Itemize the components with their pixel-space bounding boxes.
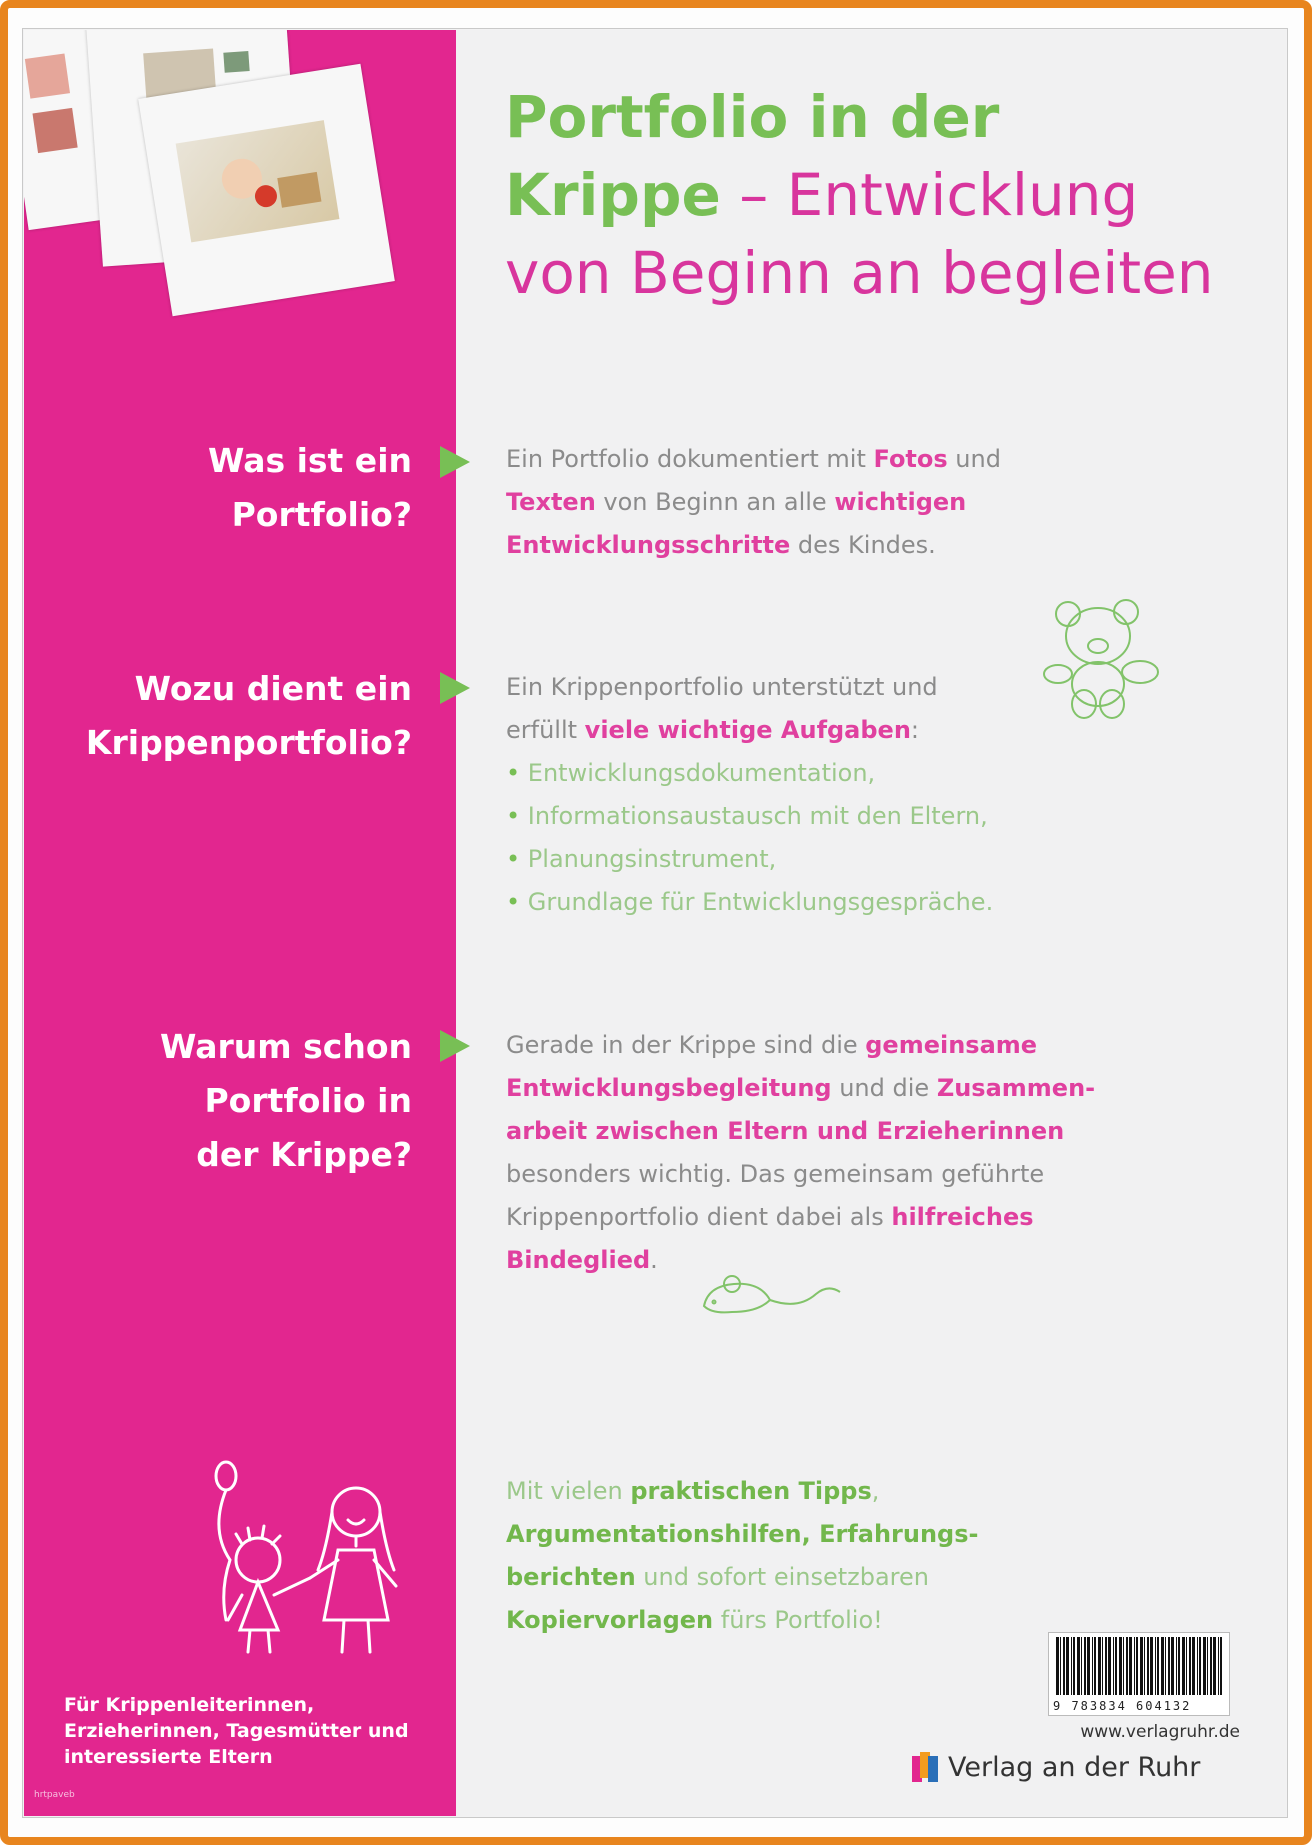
barcode-bar [1199, 1637, 1201, 1695]
highlight-text: gemeinsame Entwicklungsbegleitung [506, 1031, 1038, 1102]
barcode-bar [1113, 1637, 1114, 1695]
barcode-bar [1092, 1637, 1093, 1695]
highlight-text: praktischen Tipps [630, 1477, 872, 1505]
portfolio-sheets-collage [24, 30, 456, 320]
child-photo [32, 108, 77, 153]
barcode-bar [1081, 1637, 1082, 1695]
answer-2-colon: : [910, 716, 920, 744]
arrow-icon [440, 446, 470, 478]
barcode-bar [1220, 1637, 1222, 1695]
child-photo [223, 51, 249, 73]
barcode-bar [1192, 1637, 1195, 1695]
barcode-bar [1207, 1637, 1208, 1695]
barcode-bar [1066, 1637, 1069, 1695]
barcode-bar [1189, 1637, 1191, 1695]
list-item: • Informationsaustausch mit den Eltern, [506, 795, 1006, 838]
barcode-bar [1098, 1637, 1101, 1695]
answer-2-highlight: viele wichtige Aufgaben [584, 716, 911, 744]
barcode-bar [1157, 1637, 1159, 1695]
title-line2-bold: Krippe [505, 161, 721, 229]
question-1: Was ist ein Portfolio? [207, 441, 412, 534]
title-line1: Portfolio in der [505, 83, 1000, 151]
barcode [1048, 1632, 1230, 1716]
body-text: besonders wichtig. Das gemeinsam geführte Krippenportfolio dient dabei als [506, 1160, 1045, 1231]
list-item: • Grundlage für Entwicklungsgespräche. [506, 881, 1006, 924]
barcode-bar [1071, 1637, 1072, 1695]
barcode-bar [1134, 1637, 1135, 1695]
body-text: , [871, 1477, 880, 1505]
list-item: • Planungsinstrument, [506, 838, 1006, 881]
barcode-bar [1105, 1637, 1107, 1695]
barcode-bar [1084, 1637, 1086, 1695]
barcode-bar [1186, 1637, 1187, 1695]
barcode-bar [1203, 1637, 1206, 1695]
answer-1 [506, 438, 1086, 567]
highlight-text: Fotos [873, 445, 948, 473]
question-2: Wozu dient ein Krippenportfolio? [85, 669, 412, 762]
body-text: und [947, 445, 1001, 473]
barcode-bar [1210, 1637, 1212, 1695]
barcode-bar [1161, 1637, 1164, 1695]
isbn-number: 9 783834 604132 [1053, 1699, 1192, 1713]
highlight-text: wichtigen Entwicklungsschritte [506, 488, 967, 559]
title-line3: von Beginn an begleiten [505, 239, 1214, 307]
body-text: Gerade in der Krippe sind die [506, 1031, 866, 1059]
teddy-bear-icon [1040, 596, 1168, 720]
arrow-icon [440, 672, 470, 704]
barcode-bar [1140, 1637, 1143, 1695]
barcode-bar [1150, 1637, 1153, 1695]
barcode-bar [1182, 1637, 1185, 1695]
child-photo [25, 53, 70, 98]
title-line2-rest: – Entwicklung [720, 161, 1139, 229]
body-text: fürs Portfolio! [713, 1606, 883, 1634]
arrow-icon [440, 1030, 470, 1062]
barcode-bar [1123, 1637, 1124, 1695]
body-text: und sofort einsetzbaren [635, 1563, 929, 1591]
barcode-bar [1165, 1637, 1166, 1695]
barcode-bar [1144, 1637, 1145, 1695]
barcode-bar [1136, 1637, 1138, 1695]
image-credit: hrtpaveb [34, 1790, 75, 1800]
answer-2-intro: Ein Krippenportfolio unterstützt und erfüllt [506, 673, 938, 744]
publisher-name: Verlag an der Ruhr [948, 1751, 1201, 1783]
highlight-text: Texten [506, 488, 596, 516]
audience-text: Für Krippenleiterinnen, Erzieherinnen, Tagesmütter und interessierte Eltern [64, 1694, 409, 1768]
list-item: • Entwicklungsdokumentation, [506, 752, 1006, 795]
barcode-bar [1119, 1637, 1122, 1695]
highlight-text: Argumentationshilfen, Erfahrungs-berichten [506, 1520, 979, 1591]
barcode-bar [1155, 1637, 1156, 1695]
question-3: Warum schon Portfolio in der Krippe? [160, 1027, 412, 1174]
body-text: Mit vielen [506, 1477, 631, 1505]
barcode-bars-icon [1050, 1637, 1230, 1697]
publisher-logo-icon [912, 1750, 940, 1784]
barcode-bar [1108, 1637, 1111, 1695]
barcode-bar [1129, 1637, 1132, 1695]
page-title [505, 78, 1245, 312]
barcode-bar [1087, 1637, 1090, 1695]
barcode-bar [1115, 1637, 1117, 1695]
sheet-front [138, 64, 395, 316]
highlight-text: Kopiervorlagen [506, 1606, 714, 1634]
barcode-bar [1060, 1637, 1061, 1695]
barcode-bar [1171, 1637, 1174, 1695]
highlight-text: Zusammen-arbeit zwischen Eltern und Erzieherinnen [506, 1074, 1096, 1145]
barcode-bar [1077, 1637, 1080, 1695]
barcode-bar [1147, 1637, 1149, 1695]
children-drawing-icon [200, 1460, 420, 1660]
barcode-bar [1073, 1637, 1075, 1695]
task-list [506, 752, 1006, 924]
answer-2 [506, 666, 1006, 924]
body-text: Ein Portfolio dokumentiert mit [506, 445, 874, 473]
barcode-bar [1218, 1637, 1219, 1695]
highlight-text: hilfreiches Bindeglied [506, 1203, 1034, 1274]
body-text: des Kindes. [790, 531, 936, 559]
barcode-bar [1094, 1637, 1096, 1695]
body-text: . [650, 1246, 658, 1274]
barcode-bar [1102, 1637, 1103, 1695]
barcode-bar [1063, 1637, 1065, 1695]
barcode-bar [1126, 1637, 1128, 1695]
barcode-bar [1178, 1637, 1180, 1695]
barcode-bar [1168, 1637, 1170, 1695]
child-playing-photo [176, 120, 340, 242]
body-text: von Beginn an alle [595, 488, 835, 516]
barcode-bar [1197, 1637, 1198, 1695]
publisher-url: www.verlagruhr.de [1080, 1722, 1240, 1742]
publisher-block [912, 1750, 1200, 1784]
body-text: und die [831, 1074, 937, 1102]
answer-3 [506, 1024, 1116, 1282]
tips-text [506, 1470, 1026, 1642]
barcode-bar [1056, 1637, 1059, 1695]
mouse-icon [698, 1270, 848, 1320]
barcode-bar [1176, 1637, 1177, 1695]
barcode-bar [1213, 1637, 1216, 1695]
